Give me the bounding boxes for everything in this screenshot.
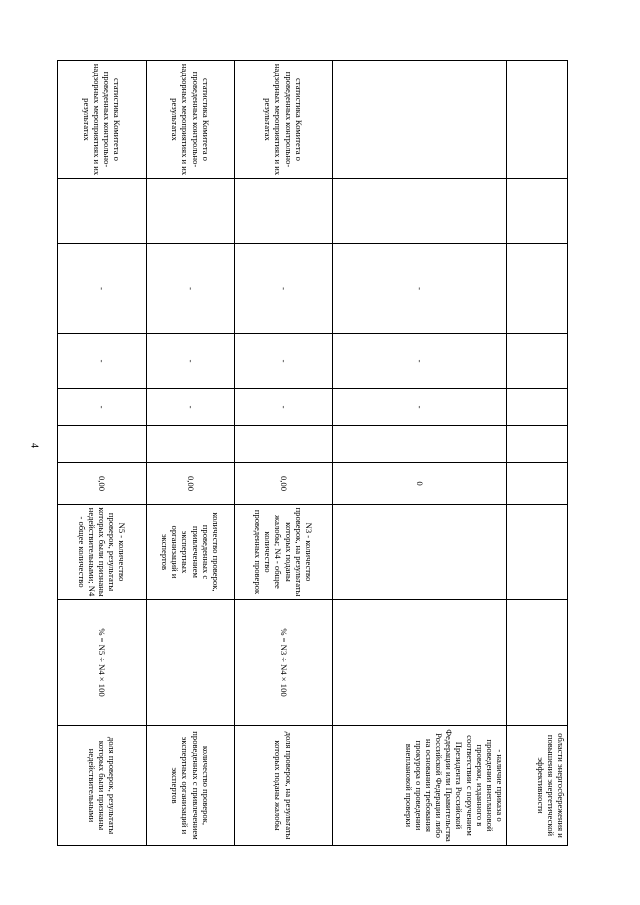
c5-cell	[333, 426, 507, 463]
c5-cell	[507, 426, 568, 463]
c9-cell	[235, 179, 333, 244]
c8-cell: -	[333, 244, 507, 334]
source-cell	[507, 61, 568, 179]
indicator-cell: доля проверок, результаты которых были признаны недействительными	[58, 726, 147, 846]
value-cell: 0,00	[147, 463, 235, 505]
c7-cell: -	[58, 334, 147, 389]
formula-cell	[507, 600, 568, 726]
formula-cell	[333, 600, 507, 726]
c8-cell: -	[58, 244, 147, 334]
source-cell: статистика Комитета о проведенных контрольно-надзорных мероприятиях и их результатах	[147, 61, 235, 179]
c8-cell	[507, 244, 568, 334]
value-cell: 0,00	[235, 463, 333, 505]
c6-cell: -	[58, 389, 147, 426]
value-cell: 0,00	[58, 463, 147, 505]
c5-cell	[235, 426, 333, 463]
table-row	[58, 61, 147, 846]
table-row	[235, 61, 333, 846]
formula-cell	[147, 600, 235, 726]
c9-cell	[147, 179, 235, 244]
c8-cell: -	[147, 244, 235, 334]
c9-cell	[333, 179, 507, 244]
page-number: 4	[28, 443, 40, 448]
formula-cell: % = N3 ÷ N4 × 100	[235, 600, 333, 726]
c6-cell	[507, 389, 568, 426]
c6-cell: -	[235, 389, 333, 426]
indicator-cell: количество проверок, проведенных с привлечением экспертных организаций и экспертов	[147, 726, 235, 846]
formula-cell: % = N5 ÷ N4 × 100	[58, 600, 147, 726]
table-row	[333, 61, 507, 846]
value-cell	[507, 463, 568, 505]
value-cell: 0	[333, 463, 507, 505]
variables-cell	[507, 505, 568, 600]
c9-cell	[58, 179, 147, 244]
c7-cell: -	[235, 334, 333, 389]
indicator-cell: - наличие приказа о проведении внеплановой проверки, изданного в соответствии с поручением Президента Российской Федерации или Правительства Российской Федерации либо на основании требования прокурора о проведении внеплановой проверки	[333, 726, 507, 846]
c7-cell: -	[333, 334, 507, 389]
table-row	[507, 61, 568, 846]
c8-cell: -	[235, 244, 333, 334]
c7-cell: -	[147, 334, 235, 389]
c6-cell: -	[333, 389, 507, 426]
indicators-table	[57, 60, 568, 846]
rotated-table-container	[58, 60, 568, 845]
source-cell: статистика Комитета о проведенных контрольно-надзорных мероприятиях и их результатах	[58, 61, 147, 179]
source-cell: статистика Комитета о проведенных контрольно-надзорных мероприятиях и их результатах	[235, 61, 333, 179]
source-cell	[333, 61, 507, 179]
c5-cell	[147, 426, 235, 463]
table-row	[147, 61, 235, 846]
c9-cell	[507, 179, 568, 244]
c7-cell	[507, 334, 568, 389]
variables-cell: N3 - количество проверок, на результаты которых поданы жалобы; N4 - общее количество проведенных проверок	[235, 505, 333, 600]
variables-cell: N5 - количество проверок, результаты которых были признаны недействительными; N4 - общее количество	[58, 505, 147, 600]
c5-cell	[58, 426, 147, 463]
indicator-cell: доля проверок, на результаты которых поданы жалобы	[235, 726, 333, 846]
variables-cell	[333, 505, 507, 600]
variables-cell: количество проверок, проведенных с привлечением экспертных организаций и экспертов	[147, 505, 235, 600]
indicator-cell: области энергосбережения и повышения энергетической эффективности	[507, 726, 568, 846]
c6-cell: -	[147, 389, 235, 426]
